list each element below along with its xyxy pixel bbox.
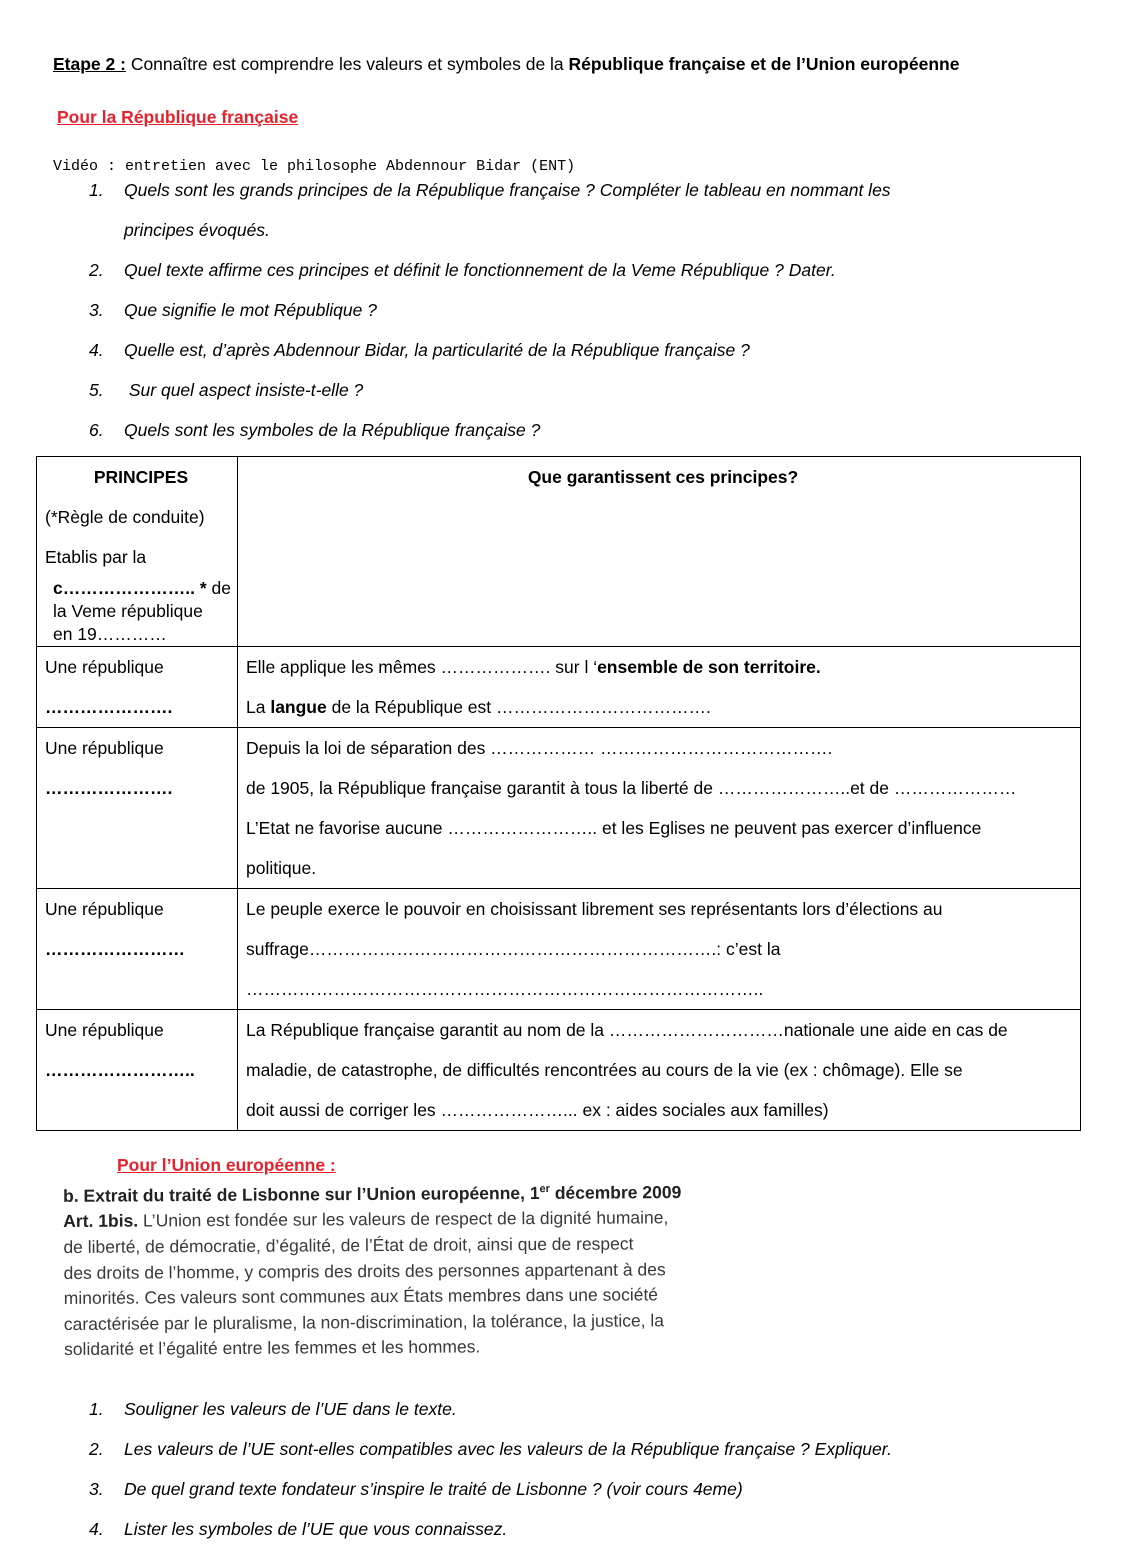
guarantee-line: Elle applique les mêmes ………………. sur l ‘ensemble de son territoire.: [246, 657, 821, 677]
header-year: en 19…………: [53, 624, 167, 644]
guarantee-cell: [238, 728, 1081, 889]
guarantee-cell: [238, 647, 1081, 728]
guarantee-cell: [238, 1010, 1081, 1131]
principle-label: Une république: [45, 657, 164, 677]
section-heading-fr: Pour la République française: [57, 107, 299, 127]
principle-cell: [37, 647, 238, 728]
extract-line: des droits de l’homme, y compris des droits des personnes appartenant à des: [63, 1258, 666, 1283]
principle-blank: ……………………..: [45, 1060, 195, 1080]
title-text: Connaître est comprendre les valeurs et symboles de la: [125, 54, 569, 74]
guarantee-line: de 1905, la République française garantit à tous la liberté de …………………..et de …………………: [246, 778, 1017, 798]
question-continuation: principes évoqués.: [124, 220, 270, 240]
principle-label: Une république: [45, 738, 164, 758]
extract-line: solidarité et l’égalité entre les femmes et les hommes.: [63, 1336, 481, 1360]
principle-label: Une république: [45, 1020, 164, 1040]
question-item: 4. Quelle est, d’après Abdennour Bidar, la particularité de la République française ?: [89, 340, 750, 360]
question-item: 3. De quel grand texte fondateur s’inspire le traité de Lisbonne ? (voir cours 4eme): [89, 1479, 743, 1499]
principles-table: [36, 456, 1081, 1131]
question-item: 1. Quels sont les grands principes de la République française ? Compléter le tableau en nommant les: [89, 180, 891, 200]
guarantee-line: suffrage…………………………………………………………….: c’est la: [246, 939, 781, 959]
section-heading-ue: Pour l’Union européenne :: [117, 1155, 336, 1175]
principle-cell: [37, 728, 238, 889]
principle-blank: ………………….: [45, 778, 173, 798]
lisbon-treaty-extract: [63, 1176, 754, 1363]
header-established: Etablis par la: [45, 547, 147, 567]
guarantee-line: Depuis la loi de séparation des ……………… ………………………………….: [246, 738, 833, 758]
table-row: [37, 647, 1081, 728]
header-republic: la Veme république: [53, 601, 203, 621]
extract-line: de liberté, de démocratie, d’égalité, de l’État de droit, ainsi que de respect: [63, 1233, 634, 1258]
question-item: 2. Quel texte affirme ces principes et définit le fonctionnement de la Veme République ? Dater.: [89, 260, 836, 280]
video-reference: Vidéo : entretien avec le philosophe Abdennour Bidar (ENT): [53, 158, 576, 175]
question-item: 4. Lister les symboles de l’UE que vous connaissez.: [89, 1519, 508, 1539]
header-note: (*Règle de conduite): [45, 507, 205, 527]
question-item: 1. Souligner les valeurs de l’UE dans le texte.: [89, 1399, 457, 1419]
table-row: [37, 728, 1081, 889]
extract-title: b. Extrait du traité de Lisbonne sur l’Union européenne, 1er décembre 2009: [63, 1182, 682, 1206]
question-item: 5. Sur quel aspect insiste-t-elle ?: [89, 380, 364, 400]
question-item: 2. Les valeurs de l’UE sont-elles compatibles avec les valeurs de la République française ? Expliquer.: [89, 1439, 892, 1459]
guarantee-line: La langue de la République est ……………………………….: [246, 697, 711, 717]
table-header-row: [37, 457, 1081, 647]
header-blank-c: c………………….. * de: [53, 578, 231, 598]
header-guarantees: Que garantissent ces principes?: [238, 457, 1081, 647]
principle-cell: [37, 1010, 238, 1131]
guarantee-cell: [238, 889, 1081, 1010]
header-cell-principles: [37, 457, 238, 647]
guarantee-line: Le peuple exerce le pouvoir en choisissant librement ses représentants lors d’élections au: [246, 899, 943, 919]
header-principles: PRINCIPES: [93, 467, 189, 487]
title-bold: République française et de l’Union européenne: [568, 54, 960, 74]
guarantee-line: La République française garantit au nom de la …………………………nationale une aide en cas de: [246, 1020, 1008, 1040]
extract-line: Art. 1bis. L’Union est fondée sur les valeurs de respect de la dignité humaine,: [63, 1207, 669, 1232]
table-row: [37, 889, 1081, 1010]
question-item: 3. Que signifie le mot République ?: [89, 300, 377, 320]
principle-label: Une république: [45, 899, 164, 919]
extract-line: minorités. Ces valeurs sont communes aux États membres dans une société: [63, 1284, 659, 1309]
question-item: 6. Quels sont les symboles de la République française ?: [89, 420, 541, 440]
page-title: [53, 54, 959, 75]
table-row: [37, 1010, 1081, 1131]
guarantee-line: politique.: [246, 858, 317, 878]
principle-blank: ……………………: [45, 939, 185, 959]
principle-blank: ………………….: [45, 697, 173, 717]
guarantee-line: doit aussi de corriger les …………………... ex : aides sociales aux familles): [246, 1100, 829, 1120]
principle-cell: [37, 889, 238, 1010]
guarantee-line: L’Etat ne favorise aucune …………………….. et les Eglises ne peuvent pas exercer d’influence: [246, 818, 982, 838]
step-label: Etape 2 :: [53, 54, 126, 74]
guarantee-line: maladie, de catastrophe, de difficultés rencontrées au cours de la vie (ex : chômage). Elle se: [246, 1060, 963, 1080]
guarantee-line: ……………………………………………………………………………..: [246, 979, 764, 999]
extract-line: caractérisée par le pluralisme, la non-discrimination, la tolérance, la justice, la: [63, 1310, 665, 1334]
